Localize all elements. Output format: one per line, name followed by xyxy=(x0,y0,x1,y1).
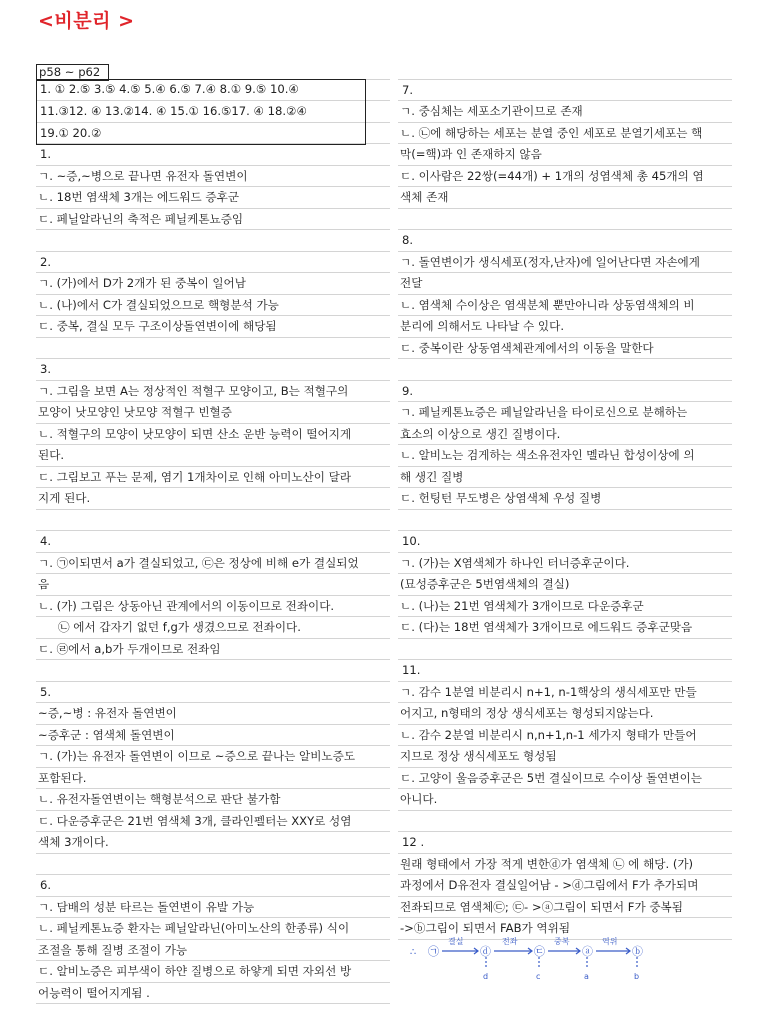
question-number: 9. xyxy=(398,381,732,403)
sketch-sub-3: b xyxy=(634,972,640,981)
answer-range: p58 ~ p62 xyxy=(36,64,109,81)
note-line: 전좌되므로 염색체㉢; ㉢- >ⓐ그림이 되면서 F가 중복됨 xyxy=(398,897,732,919)
note-line xyxy=(398,58,732,80)
note-line: ㄱ. ㉠이되면서 a가 결실되었고, ㉢은 정상에 비해 e가 결실되었 xyxy=(36,553,390,575)
note-line: ㄷ. 이사람은 22쌍(=44개) + 1개의 성염색체 총 45개의 염 xyxy=(398,166,732,188)
note-line: 아니다. xyxy=(398,789,732,811)
note-line xyxy=(36,660,390,682)
answer-line-3: 19.① 20.② xyxy=(40,126,102,140)
note-line xyxy=(398,359,732,381)
note-line: ㄱ. ~증,~병으로 끝나면 유전자 돌연변이 xyxy=(36,166,390,188)
sketch-note-2: 중복 xyxy=(554,937,570,946)
left-column xyxy=(36,58,390,1004)
note-line xyxy=(36,854,390,876)
note-line: ->ⓑ그림이 되면서 FAB가 역위됨 xyxy=(398,918,732,940)
note-line: ㄱ. 감수 1분열 비분리시 n+1, n-1핵상의 생식세포만 만들 xyxy=(398,682,732,704)
note-line: 모양이 낫모양인 낫모양 적혈구 빈혈증 xyxy=(36,402,390,424)
page-title: <비분리 > xyxy=(38,10,135,32)
note-line: ㄴ. (가) 그림은 상동아닌 관계에서의 이동이므로 전좌이다. xyxy=(36,596,390,618)
note-line: ㄱ. 담배의 성분 타르는 돌연변이 유발 가능 xyxy=(36,897,390,919)
question-number: 2. xyxy=(36,252,390,274)
note-line: ㄱ. 그림을 보면 A는 정상적인 적혈구 모양이고, B는 적혈구의 xyxy=(36,381,390,403)
note-line: 분리에 의해서도 나타날 수 있다. xyxy=(398,316,732,338)
note-line xyxy=(36,338,390,360)
note-line: ㄷ. 알비노증은 피부색이 하얀 질병으로 하얗게 되면 자외선 방 xyxy=(36,961,390,983)
note-line: 전달 xyxy=(398,273,732,295)
note-line xyxy=(36,230,390,252)
chromosome-sketch xyxy=(408,935,668,985)
question-number: 3. xyxy=(36,359,390,381)
note-line: 포함된다. xyxy=(36,768,390,790)
note-line: ㄴ. 적혈구의 모양이 낫모양이 되면 산소 운반 능력이 떨어지게 xyxy=(36,424,390,446)
sketch-note-3: 역위 xyxy=(602,937,618,946)
note-line xyxy=(398,510,732,532)
question-number: 8. xyxy=(398,230,732,252)
note-line: 어지고, n형태의 정상 생식세포는 형성되지않는다. xyxy=(398,703,732,725)
answer-line-2: 11.③12. ④ 13.②14. ④ 15.① 16.⑤17. ④ 18.②④ xyxy=(40,104,307,118)
note-line: ㄷ. 페닐알라닌의 축적은 페닐케톤뇨증임 xyxy=(36,209,390,231)
note-line xyxy=(398,811,732,833)
question-number: 4. xyxy=(36,531,390,553)
question-number: 1. xyxy=(36,144,390,166)
note-line: ㄴ. 페닐케톤뇨증 환자는 페닐알라닌(아미노산의 한종류) 식이 xyxy=(36,918,390,940)
sketch-label-0: ㉠ xyxy=(428,945,439,958)
note-line: ~증,~병 : 유전자 돌연변이 xyxy=(36,703,390,725)
sketch-note-1: 전좌 xyxy=(502,937,518,946)
note-line: 색체 존재 xyxy=(398,187,732,209)
sketch-label-1: ⓓ xyxy=(480,945,491,958)
sketch-sub-1: c xyxy=(536,972,541,981)
note-line xyxy=(36,510,390,532)
note-line: ㄷ. 다운증후군은 21번 염색체 3개, 클라인펠터는 XXY로 성염 xyxy=(36,811,390,833)
sketch-sub-2: a xyxy=(584,972,589,981)
note-line: ㄴ. ㉡에 해당하는 세포는 분열 중인 세포로 분열기세포는 핵 xyxy=(398,123,732,145)
note-line: ㄱ. (가)에서 D가 2개가 된 중복이 일어남 xyxy=(36,273,390,295)
note-line: 막(=핵)과 인 존재하지 않음 xyxy=(398,144,732,166)
note-line: ~증후군 : 염색체 돌연변이 xyxy=(36,725,390,747)
note-line: 원래 형태에서 가장 적게 변한ⓓ가 염색체 ㉡ 에 해당. (가) xyxy=(398,854,732,876)
note-line: ㄱ. 페닐케톤뇨증은 페닐알라닌을 타이로신으로 분해하는 xyxy=(398,402,732,424)
note-line: 효소의 이상으로 생긴 질병이다. xyxy=(398,424,732,446)
note-line: ㄱ. (가)는 유전자 돌연변이 이므로 ~증으로 끝나는 알비노증도 xyxy=(36,746,390,768)
note-line: ㄷ. 헌팅턴 무도병은 상염색체 우성 질병 xyxy=(398,488,732,510)
note-line: ㄷ. (다)는 18번 염색체가 3개이므로 에드워드 증후군맞음 xyxy=(398,617,732,639)
note-line: ㄴ. 유전자돌연변이는 핵형분석으로 판단 불가함 xyxy=(36,789,390,811)
note-line: 지게 된다. xyxy=(36,488,390,510)
question-number: 12 . xyxy=(398,832,732,854)
note-line: 지므로 정상 생식세포도 형성됨 xyxy=(398,746,732,768)
sketch-note-0: 결실 xyxy=(448,937,464,946)
note-line xyxy=(398,209,732,231)
note-line: ㄷ. 중복이란 상동염색체관계에서의 이동을 말한다 xyxy=(398,338,732,360)
svg-text:∴: ∴ xyxy=(410,947,417,958)
note-line: ㄷ. 중복, 결실 모두 구조이상돌연변이에 해당됨 xyxy=(36,316,390,338)
note-line xyxy=(398,639,732,661)
note-line: 된다. xyxy=(36,445,390,467)
question-number: 10. xyxy=(398,531,732,553)
note-line: 과정에서 D유전자 결실일어남 - >ⓓ그림에서 F가 추가되며 xyxy=(398,875,732,897)
note-line: 음 xyxy=(36,574,390,596)
note-line: 조절을 통해 질병 조절이 가능 xyxy=(36,940,390,962)
right-column xyxy=(398,58,732,940)
sketch-label-3: ⓐ xyxy=(582,945,593,958)
note-line: ㄷ. ㉣에서 a,b가 두개이므로 전좌임 xyxy=(36,639,390,661)
note-line: ㄴ. 알비노는 검게하는 색소유전자인 멜라닌 합성이상에 의 xyxy=(398,445,732,467)
note-line: ㉡ 에서 갑자기 없던 f,g가 생겼으므로 전좌이다. xyxy=(36,617,390,639)
sketch-label-2: ㉢ xyxy=(534,945,545,958)
note-line: ㄴ. 감수 2분열 비분리시 n,n+1,n-1 세가지 형태가 만들어 xyxy=(398,725,732,747)
sketch-label-4: ⓑ xyxy=(632,945,643,958)
note-line: ㄱ. (가)는 X염색체가 하나인 터너증후군이다. xyxy=(398,553,732,575)
note-line: ㄴ. (나)에서 C가 결실되었으므로 핵형분석 가능 xyxy=(36,295,390,317)
question-number: 11. xyxy=(398,660,732,682)
note-line: ㄴ. (나)는 21번 염색체가 3개이므로 다운증후군 xyxy=(398,596,732,618)
note-line: (묘성증후군은 5번염색체의 결실) xyxy=(398,574,732,596)
note-line: ㄱ. 돌연변이가 생식세포(정자,난자)에 일어난다면 자손에게 xyxy=(398,252,732,274)
question-number: 6. xyxy=(36,875,390,897)
note-line: ㄷ. 그림보고 푸는 문제, 염기 1개차이로 인해 아미노산이 달라 xyxy=(36,467,390,489)
note-line: ㄴ. 염색체 수이상은 염색분체 뿐만아니라 상동염색체의 비 xyxy=(398,295,732,317)
answer-line-1: 1. ① 2.⑤ 3.⑤ 4.⑤ 5.④ 6.⑤ 7.④ 8.① 9.⑤ 10.④ xyxy=(40,82,299,96)
sketch-sub-0: d xyxy=(483,972,489,981)
note-line: 해 생긴 질병 xyxy=(398,467,732,489)
note-line: ㄴ. 18번 염색체 3개는 에드워드 증후군 xyxy=(36,187,390,209)
note-line: 색체 3개이다. xyxy=(36,832,390,854)
note-line: ㄱ. 중심체는 세포소기관이므로 존재 xyxy=(398,101,732,123)
question-number: 7. xyxy=(398,80,732,102)
note-line: ㄷ. 고양이 울음증후군은 5번 결실이므로 수이상 돌연변이는 xyxy=(398,768,732,790)
note-line: 어능력이 떨어지게됨 . xyxy=(36,983,390,1005)
question-number: 5. xyxy=(36,682,390,704)
answer-range-label xyxy=(36,61,109,81)
